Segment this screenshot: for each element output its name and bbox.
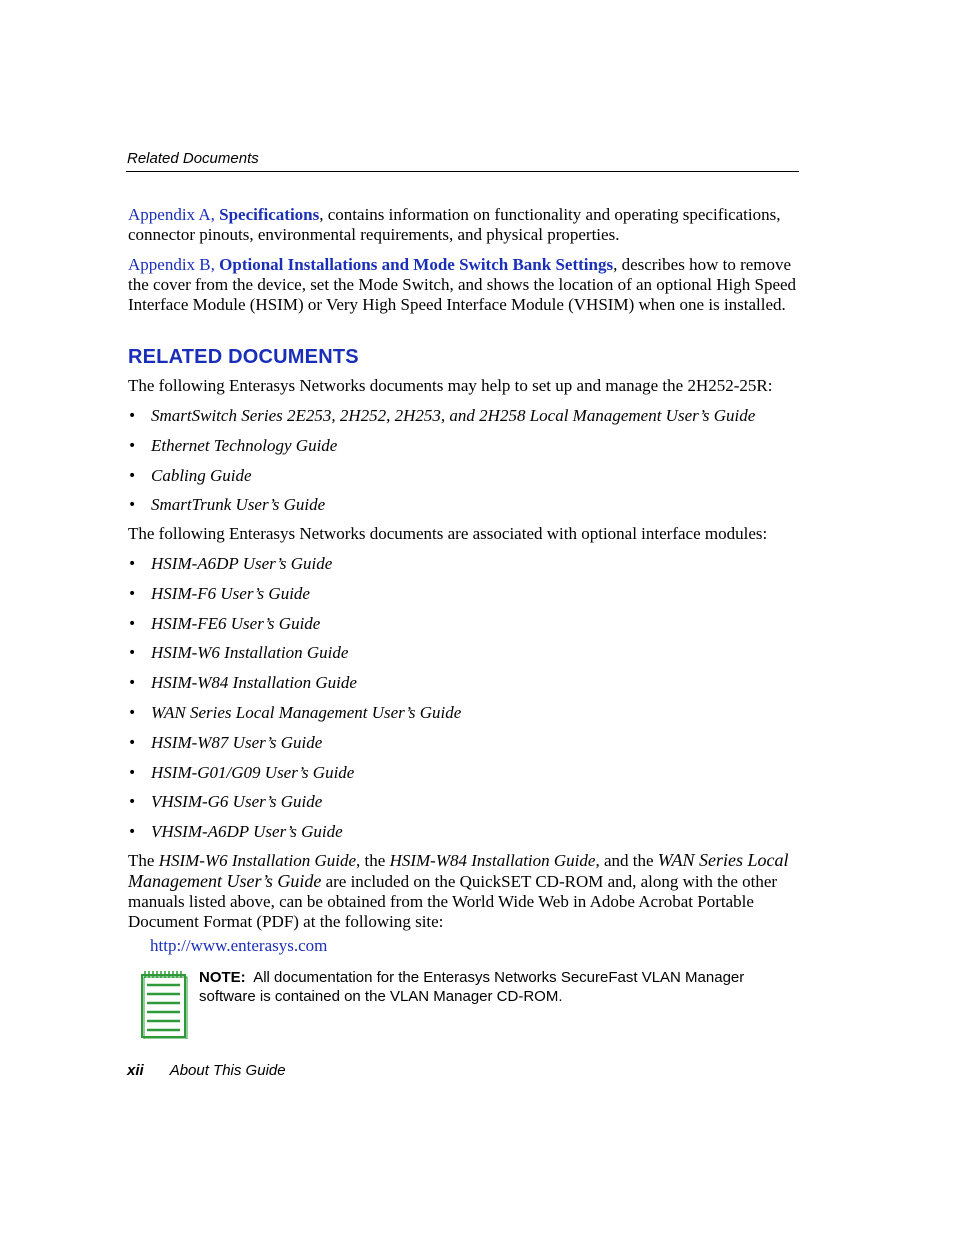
header-rule xyxy=(126,171,799,172)
bullet-icon: • xyxy=(128,585,137,602)
footer-title: About This Guide xyxy=(169,1062,286,1079)
intro-paragraph-1: The following Enterasys Networks documents may help to set up and manage the 2H252-25R: xyxy=(128,376,773,395)
closing-paragraph: The HSIM-W6 Installation Guide, the HSIM-W84 Installation Guide, and the WAN Series Local Management User’s Guide are included on the QuickSET CD-ROM and, along with the other manuals listed above, can be obtained from the World Wide Web in Adobe Acrobat Portable Document Format (PDF) at the following site: xyxy=(128,850,789,931)
bullet-icon: • xyxy=(128,467,137,484)
doc-ref-hsim-w84: HSIM-W84 Installation Guide xyxy=(389,851,596,870)
note-body: All documentation for the Enterasys Networks SecureFast VLAN Manager software is contained on the VLAN Manager CD-ROM. xyxy=(199,969,745,1005)
interface-module-docs-list xyxy=(128,554,461,852)
list-item: • HSIM-W87 User’s Guide xyxy=(128,732,323,752)
notepad-icon xyxy=(140,969,188,1039)
bullet-icon: • xyxy=(128,794,137,811)
list-item: • HSIM-W84 Installation Guide xyxy=(128,673,357,693)
list-item: • Cabling Guide xyxy=(128,465,252,485)
doc-ref-wan-series: WAN Series Local Management User’s Guide xyxy=(128,850,789,891)
bullet-icon: • xyxy=(128,497,137,514)
related-docs-list xyxy=(128,406,755,525)
specifications-link[interactable]: Specifications xyxy=(219,205,320,224)
list-item: • HSIM-G01/G09 User’s Guide xyxy=(128,762,355,782)
list-item: • HSIM-A6DP User’s Guide xyxy=(128,554,333,573)
list-item: • VHSIM-G6 User’s Guide xyxy=(128,792,323,812)
bullet-icon: • xyxy=(128,645,137,662)
appendix-a-paragraph xyxy=(128,205,800,245)
note-callout xyxy=(199,968,799,1006)
optional-installations-link[interactable]: Optional Installations and Mode Switch Bank Settings xyxy=(219,255,614,274)
list-item: • HSIM-W6 Installation Guide xyxy=(128,643,349,663)
list-item: • HSIM-F6 User’s Guide xyxy=(128,583,310,603)
bullet-icon: • xyxy=(128,734,137,751)
bullet-icon: • xyxy=(128,824,137,841)
bullet-icon: • xyxy=(128,556,137,572)
appendix-b-link[interactable]: Appendix B, xyxy=(128,255,215,274)
bullet-icon: • xyxy=(128,704,137,721)
appendix-a-description: , contains information on functionality and operating specifications, connector pinouts, environmental requirements, and physical properties. xyxy=(128,205,781,244)
list-item: • SmartTrunk User’s Guide xyxy=(128,495,326,515)
bullet-icon: • xyxy=(128,408,137,424)
appendix-b-description: , describes how to remove the cover from the device, set the Mode Switch, and shows the location of an optional High Speed Interface Module (HSIM) or Very High Speed Interface Module (VHSIM) when one is installed. xyxy=(128,255,797,314)
list-item: • Ethernet Technology Guide xyxy=(128,435,338,455)
bullet-icon: • xyxy=(128,615,137,632)
bullet-icon: • xyxy=(128,764,137,781)
running-header: Related Documents xyxy=(127,150,259,167)
doc-ref-hsim-w6: HSIM-W6 Installation Guide xyxy=(158,851,357,870)
bullet-icon: • xyxy=(128,675,137,692)
list-item: • WAN Series Local Management User’s Guide xyxy=(128,702,462,722)
list-item: • SmartSwitch Series 2E253, 2H252, 2H253, and 2H258 Local Management User’s Guide xyxy=(128,406,756,425)
intro-paragraph-2: The following Enterasys Networks documents are associated with optional interface modules: xyxy=(128,524,768,543)
list-item: • HSIM-FE6 User’s Guide xyxy=(128,613,321,633)
bullet-icon: • xyxy=(128,437,137,454)
page-footer xyxy=(127,1062,286,1079)
website-link[interactable]: http://www.enterasys.com xyxy=(150,936,328,955)
list-item: • VHSIM-A6DP User’s Guide xyxy=(128,822,343,842)
appendix-a-link[interactable]: Appendix A, xyxy=(128,205,215,224)
section-heading: RELATED DOCUMENTS xyxy=(128,346,359,368)
appendix-b-paragraph xyxy=(128,255,800,315)
note-label: NOTE: xyxy=(199,969,246,986)
page-number: xii xyxy=(127,1062,144,1079)
